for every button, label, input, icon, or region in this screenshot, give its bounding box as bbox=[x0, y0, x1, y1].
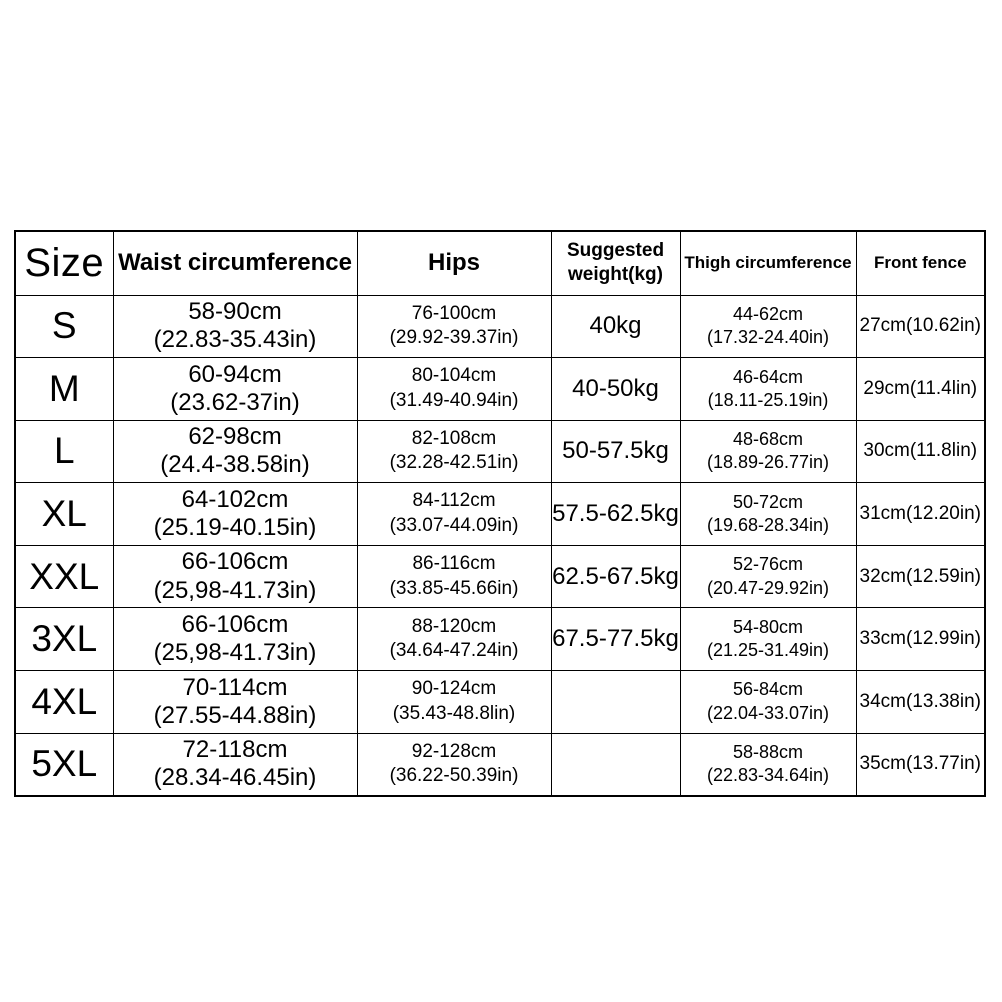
thigh-value bbox=[680, 358, 856, 421]
waist-cm: 66-106cm bbox=[181, 548, 289, 576]
waist-value bbox=[113, 420, 357, 483]
hips-value bbox=[357, 671, 551, 734]
waist-value bbox=[113, 733, 357, 796]
weight-value: 62.5-67.5kg bbox=[551, 545, 680, 608]
thigh-in: (21.25-31.49in) bbox=[706, 640, 830, 661]
table-row-s bbox=[15, 295, 985, 358]
table-row-l bbox=[15, 420, 985, 483]
thigh-value bbox=[680, 671, 856, 734]
waist-in: (22.83-35.43in) bbox=[153, 326, 317, 354]
header-suggested-weight bbox=[551, 231, 680, 295]
thigh-in: (22.83-34.64in) bbox=[706, 765, 830, 786]
thigh-cm: 48-68cm bbox=[732, 429, 804, 450]
front-fence-value: 29cm(11.4lin) bbox=[856, 358, 985, 421]
hips-cm: 82-108cm bbox=[411, 427, 497, 449]
hips-in: (34.64-47.24in) bbox=[389, 640, 519, 662]
thigh-value bbox=[680, 483, 856, 546]
waist-value bbox=[113, 545, 357, 608]
table-row-xl bbox=[15, 483, 985, 546]
waist-in: (24.4-38.58in) bbox=[160, 451, 310, 479]
waist-value bbox=[113, 671, 357, 734]
thigh-value bbox=[680, 420, 856, 483]
waist-cm: 58-90cm bbox=[188, 297, 282, 325]
thigh-cm: 44-62cm bbox=[732, 303, 804, 324]
table-row-4xl bbox=[15, 671, 985, 734]
table-row-5xl bbox=[15, 733, 985, 796]
thigh-value bbox=[680, 545, 856, 608]
size-label: 5XL bbox=[15, 733, 113, 796]
weight-value: 50-57.5kg bbox=[551, 420, 680, 483]
header-suggested-weight-line1: Suggested bbox=[566, 239, 665, 261]
hips-cm: 88-120cm bbox=[411, 615, 497, 637]
hips-cm: 90-124cm bbox=[411, 678, 497, 700]
waist-cm: 72-118cm bbox=[182, 735, 288, 763]
header-thigh-circumference: Thigh circumference bbox=[680, 231, 856, 295]
thigh-cm: 50-72cm bbox=[732, 491, 804, 512]
header-suggested-weight-line2: weight(kg) bbox=[568, 264, 663, 286]
waist-cm: 64-102cm bbox=[181, 485, 289, 513]
front-fence-value: 27cm(10.62in) bbox=[856, 295, 985, 358]
hips-value bbox=[357, 545, 551, 608]
hips-value bbox=[357, 295, 551, 358]
front-fence-value: 33cm(12.99in) bbox=[856, 608, 985, 671]
size-label: 3XL bbox=[15, 608, 113, 671]
hips-cm: 84-112cm bbox=[412, 490, 496, 512]
hips-value bbox=[357, 608, 551, 671]
weight-value: 40-50kg bbox=[551, 358, 680, 421]
waist-in: (28.34-46.45in) bbox=[153, 764, 317, 792]
size-chart-table bbox=[14, 230, 986, 797]
size-label: 4XL bbox=[15, 671, 113, 734]
thigh-cm: 58-88cm bbox=[732, 741, 804, 762]
table-row-m bbox=[15, 358, 985, 421]
waist-value bbox=[113, 295, 357, 358]
thigh-cm: 54-80cm bbox=[732, 616, 804, 637]
hips-in: (33.85-45.66in) bbox=[389, 577, 519, 599]
hips-value bbox=[357, 420, 551, 483]
size-label: M bbox=[15, 358, 113, 421]
front-fence-value: 32cm(12.59in) bbox=[856, 545, 985, 608]
hips-value bbox=[357, 733, 551, 796]
waist-in: (25,98-41.73in) bbox=[153, 639, 317, 667]
hips-cm: 76-100cm bbox=[411, 302, 497, 324]
weight-value: 40kg bbox=[551, 295, 680, 358]
waist-in: (25.19-40.15in) bbox=[153, 514, 317, 542]
waist-in: (25,98-41.73in) bbox=[153, 576, 317, 604]
hips-value bbox=[357, 483, 551, 546]
weight-value bbox=[551, 671, 680, 734]
header-row bbox=[15, 231, 985, 295]
header-waist-circumference: Waist circumference bbox=[113, 231, 357, 295]
hips-in: (32.28-42.51in) bbox=[389, 452, 519, 474]
thigh-value bbox=[680, 295, 856, 358]
front-fence-value: 35cm(13.77in) bbox=[856, 733, 985, 796]
weight-value bbox=[551, 733, 680, 796]
waist-cm: 60-94cm bbox=[188, 360, 282, 388]
hips-in: (33.07-44.09in) bbox=[389, 515, 519, 537]
header-hips: Hips bbox=[357, 231, 551, 295]
waist-cm: 66-106cm bbox=[181, 610, 289, 638]
hips-cm: 92-128cm bbox=[411, 740, 497, 762]
waist-value bbox=[113, 483, 357, 546]
thigh-cm: 46-64cm bbox=[732, 366, 804, 387]
thigh-in: (19.68-28.34in) bbox=[706, 515, 830, 536]
waist-value bbox=[113, 608, 357, 671]
size-label: XXL bbox=[15, 545, 113, 608]
waist-cm: 62-98cm bbox=[188, 423, 282, 451]
thigh-value bbox=[680, 608, 856, 671]
hips-in: (29.92-39.37in) bbox=[389, 327, 519, 349]
waist-value bbox=[113, 358, 357, 421]
thigh-cm: 52-76cm bbox=[732, 554, 804, 575]
front-fence-value: 30cm(11.8lin) bbox=[856, 420, 985, 483]
waist-in: (23.62-37in) bbox=[170, 388, 300, 416]
weight-value: 67.5-77.5kg bbox=[551, 608, 680, 671]
front-fence-value: 31cm(12.20in) bbox=[856, 483, 985, 546]
hips-in: (35.43-48.8lin) bbox=[392, 702, 516, 724]
thigh-in: (18.11-25.19in) bbox=[707, 389, 829, 410]
table-row-3xl bbox=[15, 608, 985, 671]
thigh-in: (17.32-24.40in) bbox=[706, 327, 830, 348]
front-fence-value: 34cm(13.38in) bbox=[856, 671, 985, 734]
size-label: L bbox=[15, 420, 113, 483]
thigh-in: (18.89-26.77in) bbox=[706, 452, 830, 473]
thigh-value bbox=[680, 733, 856, 796]
waist-in: (27.55-44.88in) bbox=[153, 701, 317, 729]
waist-cm: 70-114cm bbox=[182, 673, 288, 701]
hips-cm: 80-104cm bbox=[411, 365, 497, 387]
size-label: XL bbox=[15, 483, 113, 546]
thigh-in: (22.04-33.07in) bbox=[706, 702, 830, 723]
hips-in: (36.22-50.39in) bbox=[389, 765, 519, 787]
thigh-in: (20.47-29.92in) bbox=[706, 577, 830, 598]
hips-value bbox=[357, 358, 551, 421]
size-label: S bbox=[15, 295, 113, 358]
header-front-fence: Front fence bbox=[856, 231, 985, 295]
hips-cm: 86-116cm bbox=[412, 552, 496, 574]
thigh-cm: 56-84cm bbox=[732, 679, 804, 700]
weight-value: 57.5-62.5kg bbox=[551, 483, 680, 546]
header-size: Size bbox=[15, 231, 113, 295]
table-row-xxl bbox=[15, 545, 985, 608]
hips-in: (31.49-40.94in) bbox=[389, 389, 519, 411]
